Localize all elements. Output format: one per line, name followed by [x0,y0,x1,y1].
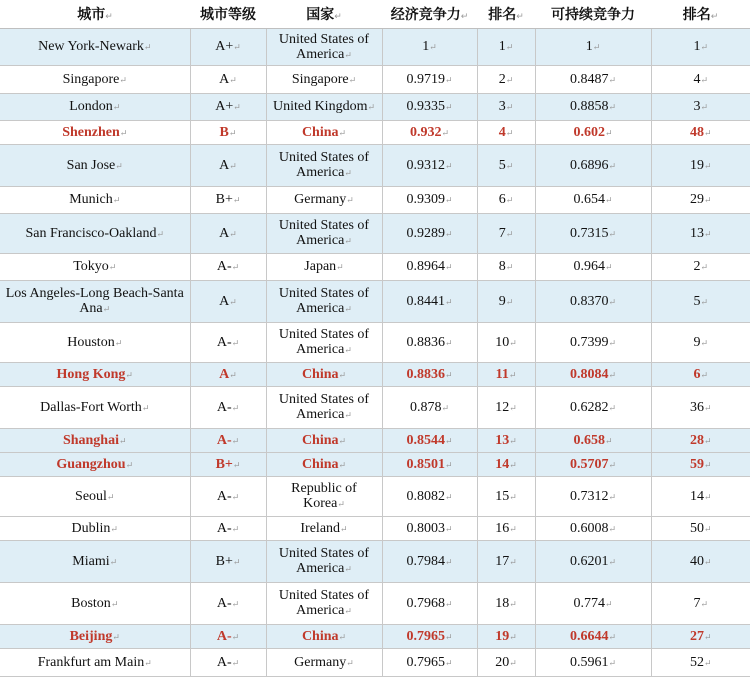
sustainable-rank-cell: 48↵ [651,121,750,145]
sustainable-rank-cell: 28↵ [651,429,750,453]
grade-cell: B↵ [190,121,266,145]
grade-cell: A↵ [190,363,266,387]
table-row [0,214,750,254]
sustainable-score-cell: 0.774↵ [535,583,651,625]
sustainable-score-cell: 0.6644↵ [535,625,651,649]
table-row [0,387,750,429]
sustainable-rank-cell: 29↵ [651,187,750,214]
econ-rank-cell: 9↵ [477,281,535,323]
sustainable-rank-cell: 19↵ [651,145,750,187]
sustainable-score-cell: 0.6008↵ [535,517,651,541]
header-row [0,0,750,29]
country-cell: China↵ [266,453,382,477]
econ-rank-cell: 15↵ [477,477,535,517]
country-cell: Republic of Korea↵ [266,477,382,517]
header-sus-rank: 排名↵ [651,0,750,29]
city-cell: Munich↵ [0,187,190,214]
econ-score-cell: 0.8836↵ [382,363,477,387]
sustainable-rank-cell: 3↵ [651,94,750,121]
econ-rank-cell: 5↵ [477,145,535,187]
grade-cell: A-↵ [190,517,266,541]
country-cell: China↵ [266,429,382,453]
country-cell: China↵ [266,363,382,387]
table-row [0,429,750,453]
table-row [0,323,750,363]
sustainable-score-cell: 0.658↵ [535,429,651,453]
econ-score-cell: 0.8501↵ [382,453,477,477]
econ-rank-cell: 3↵ [477,94,535,121]
grade-cell: A-↵ [190,649,266,677]
econ-rank-cell: 8↵ [477,254,535,281]
econ-rank-cell: 10↵ [477,323,535,363]
city-cell: San Jose↵ [0,145,190,187]
table-row [0,477,750,517]
city-cell: Dallas-Fort Worth↵ [0,387,190,429]
table-row [0,583,750,625]
sustainable-score-cell: 0.8084↵ [535,363,651,387]
header-sustainable-competitiveness: 可持续竞争力 [535,0,651,29]
econ-score-cell: 0.8836↵ [382,323,477,363]
grade-cell: A↵ [190,281,266,323]
city-cell: Guangzhou↵ [0,453,190,477]
econ-rank-cell: 11↵ [477,363,535,387]
econ-score-cell: 0.7984↵ [382,541,477,583]
econ-rank-cell: 4↵ [477,121,535,145]
econ-rank-cell: 2↵ [477,66,535,94]
sustainable-score-cell: 0.964↵ [535,254,651,281]
header-grade: 城市等级 [190,0,266,29]
econ-score-cell: 0.8082↵ [382,477,477,517]
header-country: 国家↵ [266,0,382,29]
sustainable-score-cell: 0.6896↵ [535,145,651,187]
city-cell: Boston↵ [0,583,190,625]
grade-cell: A-↵ [190,477,266,517]
sustainable-rank-cell: 1↵ [651,29,750,66]
grade-cell: A↵ [190,214,266,254]
sustainable-rank-cell: 5↵ [651,281,750,323]
grade-cell: B+↵ [190,187,266,214]
country-cell: Germany↵ [266,649,382,677]
table-row [0,29,750,66]
city-cell: London↵ [0,94,190,121]
table-row [0,625,750,649]
city-cell: Dublin↵ [0,517,190,541]
sustainable-rank-cell: 36↵ [651,387,750,429]
country-cell: Japan↵ [266,254,382,281]
sustainable-rank-cell: 13↵ [651,214,750,254]
table-row [0,254,750,281]
city-cell: Beijing↵ [0,625,190,649]
table-row [0,121,750,145]
econ-score-cell: 0.932↵ [382,121,477,145]
econ-score-cell: 1↵ [382,29,477,66]
sustainable-score-cell: 0.8370↵ [535,281,651,323]
grade-cell: A+↵ [190,29,266,66]
country-cell: United States of America↵ [266,323,382,363]
table-row [0,363,750,387]
sustainable-rank-cell: 7↵ [651,583,750,625]
grade-cell: B+↵ [190,453,266,477]
grade-cell: A-↵ [190,583,266,625]
econ-rank-cell: 18↵ [477,583,535,625]
table-row [0,541,750,583]
sustainable-rank-cell: 50↵ [651,517,750,541]
sustainable-rank-cell: 2↵ [651,254,750,281]
econ-score-cell: 0.8441↵ [382,281,477,323]
header-econ-competitiveness: 经济竞争力↵ [382,0,477,29]
econ-score-cell: 0.9309↵ [382,187,477,214]
grade-cell: A-↵ [190,387,266,429]
grade-cell: A-↵ [190,254,266,281]
city-cell: Seoul↵ [0,477,190,517]
sustainable-rank-cell: 9↵ [651,323,750,363]
city-cell: Singapore↵ [0,66,190,94]
sustainable-rank-cell: 4↵ [651,66,750,94]
country-cell: United States of America↵ [266,541,382,583]
sustainable-score-cell: 0.7315↵ [535,214,651,254]
econ-score-cell: 0.7965↵ [382,625,477,649]
table-row [0,281,750,323]
country-cell: United States of America↵ [266,387,382,429]
sustainable-score-cell: 0.654↵ [535,187,651,214]
table-row [0,649,750,677]
sustainable-rank-cell: 6↵ [651,363,750,387]
header-city: 城市↵ [0,0,190,29]
sustainable-score-cell: 0.7312↵ [535,477,651,517]
city-cell: Frankfurt am Main↵ [0,649,190,677]
grade-cell: A-↵ [190,625,266,649]
sustainable-score-cell: 0.5707↵ [535,453,651,477]
grade-cell: A↵ [190,66,266,94]
grade-cell: B+↵ [190,541,266,583]
econ-rank-cell: 16↵ [477,517,535,541]
country-cell: Ireland↵ [266,517,382,541]
header-econ-rank: 排名↵ [477,0,535,29]
econ-score-cell: 0.8964↵ [382,254,477,281]
table-row [0,66,750,94]
country-cell: United Kingdom↵ [266,94,382,121]
city-cell: Tokyo↵ [0,254,190,281]
econ-score-cell: 0.9719↵ [382,66,477,94]
grade-cell: A↵ [190,145,266,187]
sustainable-score-cell: 0.8487↵ [535,66,651,94]
city-cell: Houston↵ [0,323,190,363]
econ-rank-cell: 6↵ [477,187,535,214]
econ-score-cell: 0.7965↵ [382,649,477,677]
econ-rank-cell: 13↵ [477,429,535,453]
econ-score-cell: 0.9335↵ [382,94,477,121]
sustainable-rank-cell: 40↵ [651,541,750,583]
sustainable-score-cell: 0.8858↵ [535,94,651,121]
sustainable-rank-cell: 59↵ [651,453,750,477]
sustainable-rank-cell: 27↵ [651,625,750,649]
econ-score-cell: 0.8544↵ [382,429,477,453]
grade-cell: A-↵ [190,429,266,453]
city-cell: New York-Newark↵ [0,29,190,66]
econ-score-cell: 0.8003↵ [382,517,477,541]
country-cell: United States of America↵ [266,29,382,66]
sustainable-score-cell: 0.7399↵ [535,323,651,363]
table-row [0,187,750,214]
city-cell: Shenzhen↵ [0,121,190,145]
city-cell: Miami↵ [0,541,190,583]
sustainable-score-cell: 0.6282↵ [535,387,651,429]
sustainable-score-cell: 0.6201↵ [535,541,651,583]
table-row [0,453,750,477]
table-row [0,145,750,187]
grade-cell: A-↵ [190,323,266,363]
grade-cell: A+↵ [190,94,266,121]
sustainable-score-cell: 1↵ [535,29,651,66]
econ-score-cell: 0.878↵ [382,387,477,429]
country-cell: Germany↵ [266,187,382,214]
country-cell: United States of America↵ [266,214,382,254]
city-cell: Shanghai↵ [0,429,190,453]
econ-rank-cell: 17↵ [477,541,535,583]
table-row [0,94,750,121]
city-cell: Los Angeles-Long Beach-Santa Ana↵ [0,281,190,323]
econ-rank-cell: 12↵ [477,387,535,429]
country-cell: Singapore↵ [266,66,382,94]
country-cell: United States of America↵ [266,583,382,625]
table-row [0,517,750,541]
sustainable-score-cell: 0.5961↵ [535,649,651,677]
econ-score-cell: 0.9289↵ [382,214,477,254]
country-cell: United States of America↵ [266,281,382,323]
econ-rank-cell: 14↵ [477,453,535,477]
econ-rank-cell: 19↵ [477,625,535,649]
sustainable-rank-cell: 14↵ [651,477,750,517]
econ-score-cell: 0.9312↵ [382,145,477,187]
country-cell: China↵ [266,121,382,145]
sustainable-score-cell: 0.602↵ [535,121,651,145]
country-cell: China↵ [266,625,382,649]
city-cell: Hong Kong↵ [0,363,190,387]
sustainable-rank-cell: 52↵ [651,649,750,677]
econ-rank-cell: 20↵ [477,649,535,677]
country-cell: United States of America↵ [266,145,382,187]
city-cell: San Francisco-Oakland↵ [0,214,190,254]
econ-rank-cell: 1↵ [477,29,535,66]
econ-rank-cell: 7↵ [477,214,535,254]
econ-score-cell: 0.7968↵ [382,583,477,625]
